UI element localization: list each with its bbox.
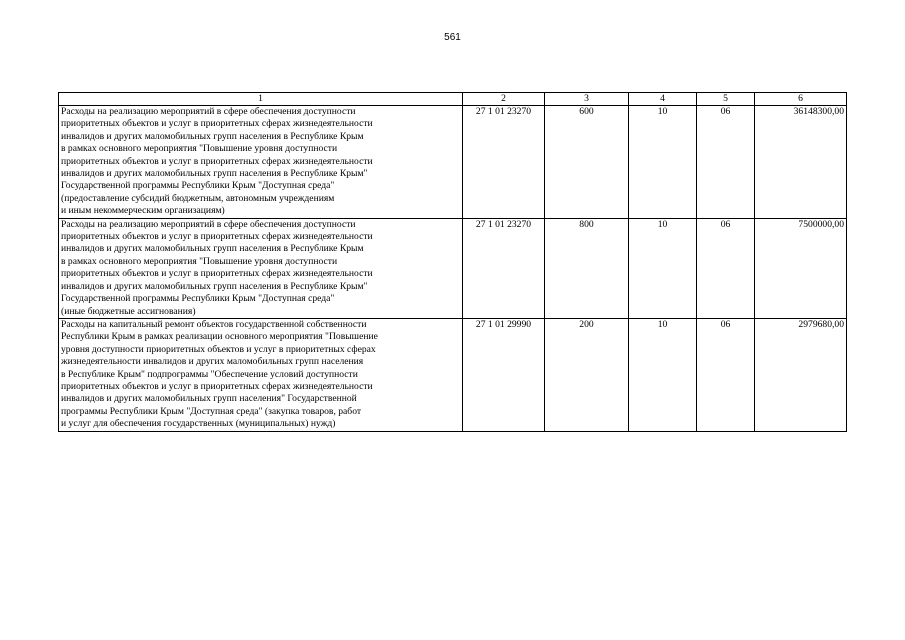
target-article-cell: 27 1 01 23270 <box>463 218 545 318</box>
description-line: в рамках основного мероприятия "Повышение уровня доступности <box>61 255 338 267</box>
description-line: приоритетных объектов и услуг в приоритетных сферах жизнедеятельности <box>61 231 373 243</box>
budget-table <box>58 92 847 432</box>
expense-type-cell: 600 <box>545 106 629 219</box>
target-article-cell: 27 1 01 29990 <box>463 318 545 431</box>
description-line: приоритетных объектов и услуг в приоритетных сферах жизнедеятельности <box>61 118 373 130</box>
description-line: Расходы на капитальный ремонт объектов государственной собственности <box>61 318 367 330</box>
expense-type-cell: 200 <box>545 318 629 431</box>
column-header-1: 1 <box>59 93 463 106</box>
amount-cell: 7500000,00 <box>755 218 847 318</box>
description-line: (иные бюджетные ассигнования) <box>61 305 196 317</box>
description-cell <box>59 106 463 219</box>
section-cell: 10 <box>629 106 697 219</box>
description-line: (предоставление субсидий бюджетным, автономным учреждениям <box>61 192 335 204</box>
description-line: приоритетных объектов и услуг в приоритетных сферах жизнедеятельности <box>61 268 373 280</box>
subsection-cell: 06 <box>697 218 755 318</box>
column-header-6: 6 <box>755 93 847 106</box>
section-cell: 10 <box>629 318 697 431</box>
description-line: инвалидов и других маломобильных групп населения в Республике Крым <box>61 243 364 255</box>
table-row <box>59 106 847 219</box>
description-line: и услуг для обеспечения государственных (муниципальных) нужд) <box>61 418 336 430</box>
description-line: Государственной программы Республики Крым "Доступная среда" <box>61 293 335 305</box>
table-row <box>59 218 847 318</box>
description-line: приоритетных объектов и услуг в приоритетных сферах жизнедеятельности <box>61 380 373 392</box>
description-line: инвалидов и других маломобильных групп населения в Республике Крым" <box>61 280 368 292</box>
description-line: инвалидов и других маломобильных групп населения" Государственной <box>61 393 357 405</box>
section-cell: 10 <box>629 218 697 318</box>
description-line: Республики Крым в рамках реализации основного мероприятия "Повышение <box>61 331 378 343</box>
amount-cell: 36148300,00 <box>755 106 847 219</box>
description-line: жизнедеятельности инвалидов и других маломобильных групп населения <box>61 356 364 368</box>
description-line: Расходы на реализацию мероприятий в сфере обеспечения доступности <box>61 106 356 117</box>
subsection-cell: 06 <box>697 318 755 431</box>
column-header-3: 3 <box>545 93 629 106</box>
description-line: и иным некоммерческим организациям) <box>61 205 225 217</box>
column-header-4: 4 <box>629 93 697 106</box>
description-cell <box>59 318 463 431</box>
target-article-cell: 27 1 01 23270 <box>463 106 545 219</box>
description-line: приоритетных объектов и услуг в приоритетных сферах жизнедеятельности <box>61 155 373 167</box>
subsection-cell: 06 <box>697 106 755 219</box>
amount-cell: 2979680,00 <box>755 318 847 431</box>
description-line: в Республике Крым" подпрограммы "Обеспечение условий доступности <box>61 368 358 380</box>
column-header-2: 2 <box>463 93 545 106</box>
description-line: уровня доступности приоритетных объектов и услуг в приоритетных сферах <box>61 343 376 355</box>
description-line: инвалидов и других маломобильных групп населения в Республике Крым <box>61 130 364 142</box>
description-line: в рамках основного мероприятия "Повышение уровня доступности <box>61 143 338 155</box>
column-header-5: 5 <box>697 93 755 106</box>
expense-type-cell: 800 <box>545 218 629 318</box>
page-number: 561 <box>444 32 461 43</box>
description-line: программы Республики Крым "Доступная среда" (закупка товаров, работ <box>61 405 362 417</box>
description-cell <box>59 218 463 318</box>
description-line: Расходы на реализацию мероприятий в сфере обеспечения доступности <box>61 218 356 230</box>
description-line: инвалидов и других маломобильных групп населения в Республике Крым" <box>61 168 368 180</box>
description-line: Государственной программы Республики Крым "Доступная среда" <box>61 180 335 192</box>
table-header-row <box>59 93 847 106</box>
table-row <box>59 318 847 431</box>
